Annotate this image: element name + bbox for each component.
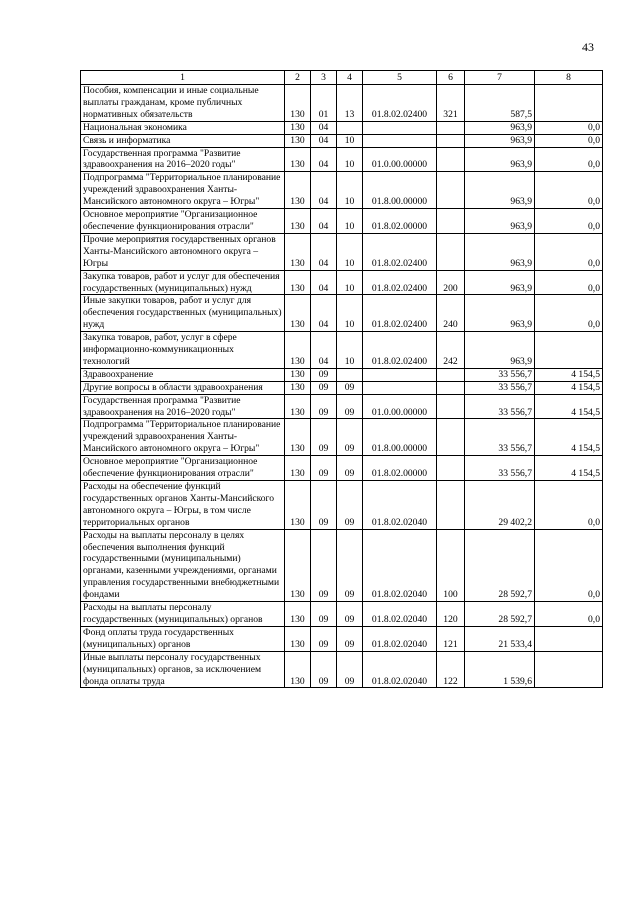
cell-section: 09 — [311, 394, 337, 419]
column-header: 5 — [363, 71, 437, 85]
cell-amount-subvention: 0,0 — [535, 602, 603, 627]
table-row — [81, 626, 603, 651]
cell-expense-type — [437, 172, 465, 209]
cell-amount-subvention: 0,0 — [535, 270, 603, 295]
cell-expense-type — [437, 121, 465, 134]
row-name: Основное мероприятие "Организационное обеспечение функционирования отрасли" — [81, 209, 285, 234]
cell-section: 09 — [311, 419, 337, 456]
table-row — [81, 602, 603, 627]
cell-target-article — [363, 134, 437, 147]
cell-expense-type — [437, 368, 465, 381]
cell-amount-subvention: 0,0 — [535, 209, 603, 234]
budget-table — [80, 70, 603, 688]
cell-amount-subvention: 0,0 — [535, 134, 603, 147]
row-name: Иные выплаты персоналу государственных (муниципальных) органов, за исключением фонда оплаты труда — [81, 651, 285, 688]
cell-amount: 963,9 — [465, 295, 535, 332]
cell-subsection — [337, 368, 363, 381]
cell-expense-type — [437, 394, 465, 419]
column-header: 4 — [337, 71, 363, 85]
cell-amount: 33 556,7 — [465, 381, 535, 394]
cell-amount-subvention — [535, 651, 603, 688]
column-header: 3 — [311, 71, 337, 85]
cell-target-article: 01.8.02.02040 — [363, 481, 437, 530]
cell-target-article: 01.8.02.02400 — [363, 85, 437, 122]
cell-amount-subvention: 0,0 — [535, 529, 603, 601]
row-name: Пособия, компенсации и иные социальные выплаты гражданам, кроме публичных нормативных обязательств — [81, 85, 285, 122]
table-row — [81, 381, 603, 394]
cell-section: 04 — [311, 134, 337, 147]
cell-amount: 33 556,7 — [465, 456, 535, 481]
row-name: Подпрограмма "Территориальное планирование учреждений здравоохранения Ханты-Мансийского автономного округа – Югры" — [81, 419, 285, 456]
cell-amount: 963,9 — [465, 332, 535, 369]
cell-expense-type: 100 — [437, 529, 465, 601]
cell-amount-subvention: 4 154,5 — [535, 456, 603, 481]
cell-section: 09 — [311, 368, 337, 381]
cell-subsection: 10 — [337, 233, 363, 270]
cell-subsection: 09 — [337, 481, 363, 530]
cell-section: 04 — [311, 121, 337, 134]
column-header: 6 — [437, 71, 465, 85]
cell-amount-subvention: 0,0 — [535, 481, 603, 530]
column-header: 7 — [465, 71, 535, 85]
cell-admin-code: 130 — [285, 172, 311, 209]
cell-admin-code: 130 — [285, 368, 311, 381]
table-row — [81, 233, 603, 270]
cell-subsection: 10 — [337, 332, 363, 369]
cell-expense-type: 242 — [437, 332, 465, 369]
cell-subsection: 13 — [337, 85, 363, 122]
cell-target-article: 01.0.00.00000 — [363, 394, 437, 419]
cell-amount-subvention — [535, 85, 603, 122]
cell-section: 04 — [311, 295, 337, 332]
cell-subsection: 10 — [337, 134, 363, 147]
cell-amount-subvention: 4 154,5 — [535, 419, 603, 456]
cell-section: 04 — [311, 172, 337, 209]
cell-expense-type: 200 — [437, 270, 465, 295]
cell-admin-code: 130 — [285, 626, 311, 651]
cell-section: 09 — [311, 651, 337, 688]
table-row — [81, 295, 603, 332]
table-row — [81, 481, 603, 530]
cell-admin-code: 130 — [285, 233, 311, 270]
table-row — [81, 394, 603, 419]
cell-section: 09 — [311, 529, 337, 601]
cell-admin-code: 130 — [285, 147, 311, 172]
cell-expense-type — [437, 481, 465, 530]
cell-amount: 33 556,7 — [465, 419, 535, 456]
cell-amount: 1 539,6 — [465, 651, 535, 688]
cell-amount-subvention: 0,0 — [535, 147, 603, 172]
cell-amount-subvention: 0,0 — [535, 121, 603, 134]
row-name: Закупка товаров, работ и услуг для обеспечения государственных (муниципальных) нужд — [81, 270, 285, 295]
cell-admin-code: 130 — [285, 381, 311, 394]
column-header: 8 — [535, 71, 603, 85]
table-row — [81, 332, 603, 369]
cell-subsection: 10 — [337, 147, 363, 172]
row-name: Прочие мероприятия государственных органов Ханты-Мансийского автономного округа – Югры — [81, 233, 285, 270]
cell-subsection: 09 — [337, 394, 363, 419]
cell-expense-type: 121 — [437, 626, 465, 651]
table-row — [81, 121, 603, 134]
row-name: Расходы на обеспечение функций государственных органов Ханты-Мансийского автономного округа – Югры, в том числе территориальных органов — [81, 481, 285, 530]
cell-section: 04 — [311, 147, 337, 172]
cell-admin-code: 130 — [285, 419, 311, 456]
cell-amount: 963,9 — [465, 134, 535, 147]
cell-expense-type — [437, 233, 465, 270]
cell-amount: 963,9 — [465, 209, 535, 234]
cell-admin-code: 130 — [285, 332, 311, 369]
cell-expense-type — [437, 209, 465, 234]
row-name: Государственная программа "Развитие здравоохранения на 2016–2020 годы" — [81, 394, 285, 419]
cell-admin-code: 130 — [285, 481, 311, 530]
cell-expense-type — [437, 381, 465, 394]
cell-section: 04 — [311, 233, 337, 270]
table-row — [81, 456, 603, 481]
cell-subsection: 09 — [337, 456, 363, 481]
row-name: Расходы на выплаты персоналу в целях обеспечения выполнения функций государственными (муниципальными) органами, казенными учреждениями, органами управления государственными внебюджетными фондами — [81, 529, 285, 601]
cell-amount: 963,9 — [465, 147, 535, 172]
cell-expense-type: 321 — [437, 85, 465, 122]
cell-amount-subvention: 0,0 — [535, 172, 603, 209]
cell-admin-code: 130 — [285, 394, 311, 419]
cell-target-article: 01.8.00.00000 — [363, 172, 437, 209]
cell-target-article: 01.8.02.02400 — [363, 332, 437, 369]
cell-target-article: 01.8.02.02400 — [363, 233, 437, 270]
cell-section: 09 — [311, 381, 337, 394]
cell-amount-subvention: 0,0 — [535, 233, 603, 270]
table-row — [81, 270, 603, 295]
cell-admin-code: 130 — [285, 209, 311, 234]
cell-amount: 963,9 — [465, 121, 535, 134]
cell-section: 09 — [311, 602, 337, 627]
cell-subsection: 09 — [337, 529, 363, 601]
row-name: Другие вопросы в области здравоохранения — [81, 381, 285, 394]
cell-subsection: 09 — [337, 626, 363, 651]
row-name: Государственная программа "Развитие здравоохранения на 2016–2020 годы" — [81, 147, 285, 172]
cell-subsection: 09 — [337, 419, 363, 456]
cell-amount-subvention — [535, 626, 603, 651]
table-row — [81, 529, 603, 601]
cell-target-article: 01.8.00.00000 — [363, 419, 437, 456]
cell-target-article: 01.8.02.02040 — [363, 529, 437, 601]
cell-subsection: 09 — [337, 651, 363, 688]
row-name: Расходы на выплаты персоналу государственных (муниципальных) органов — [81, 602, 285, 627]
table-row — [81, 147, 603, 172]
cell-admin-code: 130 — [285, 602, 311, 627]
row-name: Фонд оплаты труда государственных (муниципальных) органов — [81, 626, 285, 651]
row-name: Закупка товаров, работ, услуг в сфере информационно-коммуникационных технологий — [81, 332, 285, 369]
header-row — [81, 71, 603, 85]
table-row — [81, 134, 603, 147]
cell-admin-code: 130 — [285, 134, 311, 147]
cell-subsection: 10 — [337, 172, 363, 209]
cell-admin-code: 130 — [285, 85, 311, 122]
cell-target-article: 01.8.02.02040 — [363, 626, 437, 651]
cell-section: 04 — [311, 332, 337, 369]
row-name: Здравоохранение — [81, 368, 285, 381]
cell-amount: 28 592,7 — [465, 602, 535, 627]
table-row — [81, 209, 603, 234]
cell-section: 01 — [311, 85, 337, 122]
cell-amount: 33 556,7 — [465, 368, 535, 381]
table-row — [81, 651, 603, 688]
row-name: Основное мероприятие "Организационное обеспечение функционирования отрасли" — [81, 456, 285, 481]
cell-subsection: 09 — [337, 381, 363, 394]
cell-amount: 963,9 — [465, 270, 535, 295]
cell-section: 04 — [311, 209, 337, 234]
column-header: 1 — [81, 71, 285, 85]
cell-admin-code: 130 — [285, 295, 311, 332]
cell-amount: 587,5 — [465, 85, 535, 122]
cell-expense-type: 122 — [437, 651, 465, 688]
cell-section: 09 — [311, 626, 337, 651]
row-name: Связь и информатика — [81, 134, 285, 147]
cell-amount-subvention: 4 154,5 — [535, 381, 603, 394]
cell-admin-code: 130 — [285, 121, 311, 134]
cell-amount: 963,9 — [465, 233, 535, 270]
cell-expense-type — [437, 134, 465, 147]
table-row — [81, 85, 603, 122]
cell-amount: 33 556,7 — [465, 394, 535, 419]
cell-target-article: 01.8.02.00000 — [363, 209, 437, 234]
cell-amount-subvention: 4 154,5 — [535, 368, 603, 381]
cell-admin-code: 130 — [285, 270, 311, 295]
cell-subsection — [337, 121, 363, 134]
cell-section: 09 — [311, 481, 337, 530]
cell-subsection: 10 — [337, 270, 363, 295]
cell-subsection: 09 — [337, 602, 363, 627]
cell-target-article: 01.8.02.02400 — [363, 295, 437, 332]
table-row — [81, 368, 603, 381]
cell-admin-code: 130 — [285, 456, 311, 481]
cell-target-article: 01.8.02.02400 — [363, 270, 437, 295]
cell-target-article: 01.8.02.02040 — [363, 651, 437, 688]
cell-admin-code: 130 — [285, 651, 311, 688]
cell-amount: 21 533,4 — [465, 626, 535, 651]
table-row — [81, 419, 603, 456]
cell-subsection: 10 — [337, 295, 363, 332]
column-header: 2 — [285, 71, 311, 85]
cell-subsection: 10 — [337, 209, 363, 234]
cell-section: 04 — [311, 270, 337, 295]
cell-target-article — [363, 121, 437, 134]
cell-target-article — [363, 381, 437, 394]
cell-target-article: 01.0.00.00000 — [363, 147, 437, 172]
cell-amount: 29 402,2 — [465, 481, 535, 530]
cell-expense-type — [437, 419, 465, 456]
row-name: Иные закупки товаров, работ и услуг для обеспечения государственных (муниципальных) нужд — [81, 295, 285, 332]
cell-amount: 963,9 — [465, 172, 535, 209]
cell-expense-type — [437, 456, 465, 481]
cell-expense-type: 240 — [437, 295, 465, 332]
cell-expense-type — [437, 147, 465, 172]
cell-amount-subvention: 4 154,5 — [535, 394, 603, 419]
cell-expense-type: 120 — [437, 602, 465, 627]
cell-section: 09 — [311, 456, 337, 481]
cell-target-article: 01.8.02.02040 — [363, 602, 437, 627]
cell-amount-subvention: 0,0 — [535, 295, 603, 332]
cell-target-article — [363, 368, 437, 381]
table-row — [81, 172, 603, 209]
row-name: Подпрограмма "Территориальное планирование учреждений здравоохранения Ханты-Мансийского автономного округа – Югры" — [81, 172, 285, 209]
cell-target-article: 01.8.02.00000 — [363, 456, 437, 481]
row-name: Национальная экономика — [81, 121, 285, 134]
cell-admin-code: 130 — [285, 529, 311, 601]
cell-amount: 28 592,7 — [465, 529, 535, 601]
cell-amount-subvention — [535, 332, 603, 369]
page-number: 43 — [582, 40, 594, 54]
